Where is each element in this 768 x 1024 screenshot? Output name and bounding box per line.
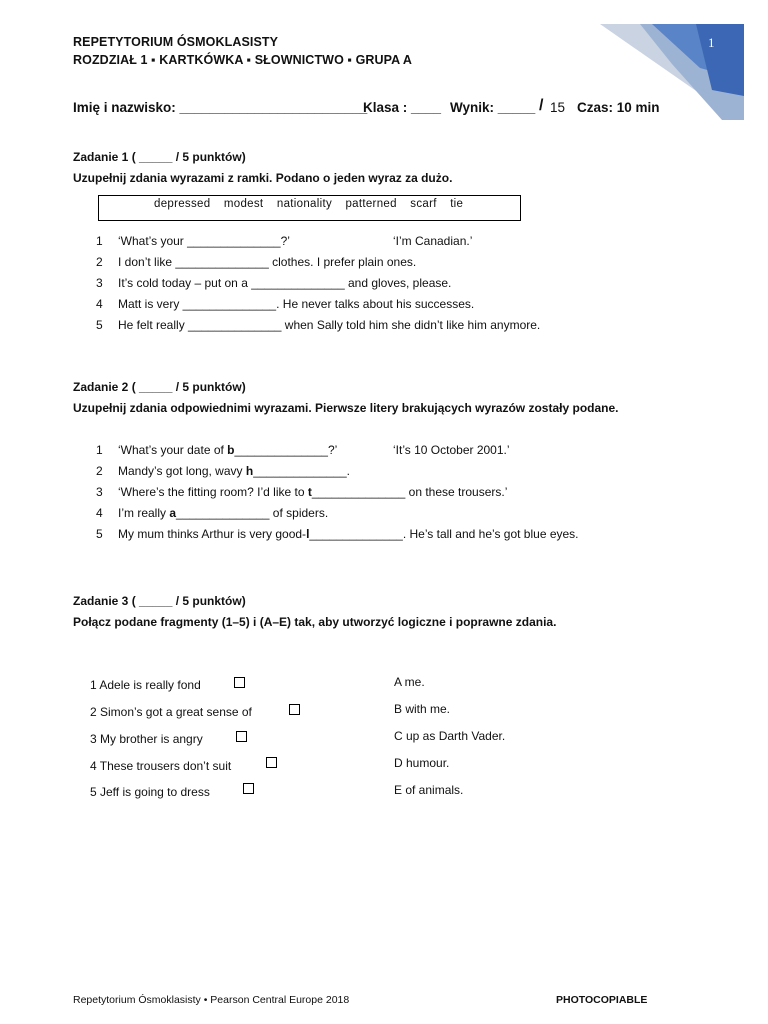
task3-right-item: E of animals. [394,783,464,797]
task2-instruction: Uzupełnij zdania odpowiednimi wyrazami. Pierwsze litery brakujących wyrazów zostały podane. [73,401,619,415]
footer-photocopiable: PHOTOCOPIABLE [556,994,648,1006]
score-field: Wynik: _____ [450,100,536,115]
task3-right-item: A me. [394,675,425,689]
task1-item-answer: ‘I’m Canadian.’ [393,234,473,248]
answer-checkbox[interactable] [243,783,254,794]
header-title: REPETYTORIUM ÓSMOKLASISTY [73,35,279,49]
task3-left-item: 2 Simon’s got a great sense of [90,705,252,719]
task3-right-item: D humour. [394,756,450,770]
name-field: Imię i nazwisko: _________________________ [73,100,368,115]
task2-item: 4 I’m really a______________ of spiders. [96,506,329,520]
answer-checkbox[interactable] [266,757,277,768]
task1-instruction: Uzupełnij zdania wyrazami z ramki. Podano o jeden wyraz za dużo. [73,171,453,185]
answer-checkbox[interactable] [289,704,300,715]
task2-item-answer: ‘It’s 10 October 2001.’ [393,443,510,457]
task2-title: Zadanie 2 ( _____ / 5 punktów) [73,380,246,394]
task1-item: 1 ‘What’s your ______________?’ [96,234,290,248]
task3-instruction: Połącz podane fragmenty (1–5) i (A–E) tak, aby utworzyć logiczne i poprawne zdania. [73,615,557,629]
task3-left-item: 4 These trousers don’t suit [90,759,232,773]
task1-item: 5 He felt really ______________ when Sally told him she didn’t like him anymore. [96,318,541,332]
word-bank: depressed modest nationality patterned scarf tie [98,195,521,221]
task1-item: 3 It’s cold today – put on a ______________ and gloves, please. [96,276,452,290]
page-number: 1 [708,35,715,50]
task3-right-item: B with me. [394,702,451,716]
answer-checkbox[interactable] [236,731,247,742]
score-slash: / [539,97,544,114]
task3-left-item: 1 Adele is really fond [90,678,201,692]
footer-copyright: Repetytorium Ósmoklasisty • Pearson Central Europe 2018 [73,994,350,1006]
task3-right-item: C up as Darth Vader. [394,729,506,743]
task1-item: 2 I don’t like ______________ clothes. I prefer plain ones. [96,255,417,269]
task3-left-item: 5 Jeff is going to dress [90,785,210,799]
task2-item: 1 ‘What’s your date of b______________?’ [96,443,338,457]
task1-title: Zadanie 1 ( _____ / 5 punktów) [73,150,246,164]
header-subtitle: ROZDZIAŁ 1 ▪ KARTKÓWKA ▪ SŁOWNICTWO ▪ GRUPA A [73,53,413,67]
answer-checkbox[interactable] [234,677,245,688]
task2-item: 3 ‘Where’s the fitting room? I’d like to t______________ on these trousers.’ [96,485,508,499]
time-field: Czas: 10 min [577,100,660,115]
score-total: 15 [550,100,566,115]
task3-title: Zadanie 3 ( _____ / 5 punktów) [73,594,246,608]
task1-item: 4 Matt is very ______________. He never talks about his successes. [96,297,475,311]
task2-item: 2 Mandy’s got long, wavy h______________. [96,464,350,478]
class-field: Klasa : ____ [363,100,442,115]
task3-left-item: 3 My brother is angry [90,732,203,746]
task2-item: 5 My mum thinks Arthur is very good-l______________. He’s tall and he’s got blue eyes. [96,527,579,541]
